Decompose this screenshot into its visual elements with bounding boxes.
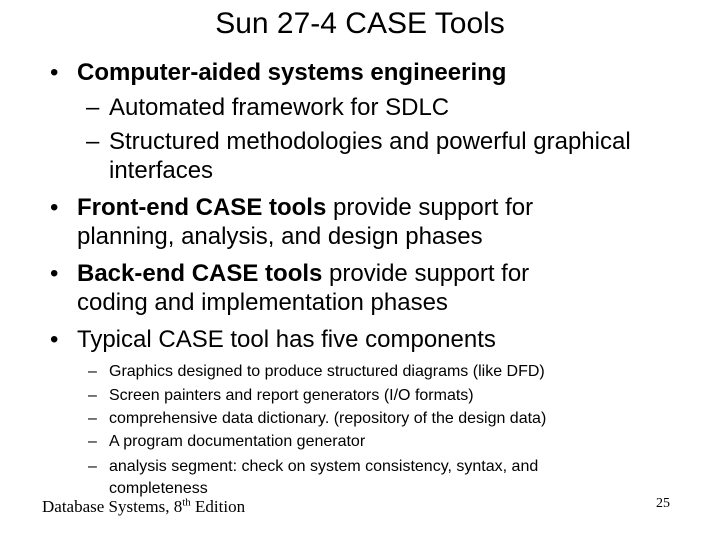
- dash-icon: –: [88, 433, 97, 450]
- footer-caption: [42, 496, 245, 518]
- bullet-icon: •: [50, 194, 59, 221]
- bullet-icon: •: [50, 260, 59, 287]
- footer-superscript: th: [182, 496, 191, 509]
- front-end-line2: planning, analysis, and design phases: [77, 223, 483, 250]
- front-end-term: Front-end CASE tools: [77, 194, 327, 221]
- dash-icon: –: [88, 363, 97, 380]
- dash-icon: –: [88, 410, 97, 427]
- dash-icon: –: [88, 458, 97, 475]
- component-data-dictionary: comprehensive data dictionary. (repository of the design data): [109, 410, 547, 427]
- component-analysis-segment-cont: completeness: [109, 480, 208, 497]
- back-end-rest: provide support for: [322, 260, 530, 287]
- component-analysis-segment: analysis segment: check on system consistency, syntax, and: [109, 458, 539, 475]
- bullet-icon: •: [50, 59, 59, 86]
- sub-structured-methodologies: Structured methodologies and powerful graphical: [109, 128, 631, 155]
- bullet-back-end: [77, 260, 529, 288]
- back-end-line2: coding and implementation phases: [77, 289, 448, 316]
- sub-structured-methodologies-cont: interfaces: [109, 157, 214, 184]
- dash-icon: –: [86, 128, 100, 155]
- footer-text-after: Edition: [190, 497, 246, 516]
- footer-text: Database Systems, 8: [42, 497, 183, 516]
- bullet-typical-case-tool: Typical CASE tool has five components: [77, 326, 496, 353]
- dash-icon: –: [88, 387, 97, 404]
- component-documentation-generator: A program documentation generator: [109, 433, 366, 450]
- bullet-front-end: [77, 194, 533, 222]
- slide-title: Sun 27-4 CASE Tools: [215, 7, 505, 40]
- component-screen-painters: Screen painters and report generators (I/O formats): [109, 387, 474, 404]
- front-end-rest: provide support for: [326, 194, 534, 221]
- dash-icon: –: [86, 94, 100, 121]
- page-number: 25: [656, 496, 670, 511]
- back-end-term: Back-end CASE tools: [77, 260, 323, 287]
- sub-automated-framework: Automated framework for SDLC: [109, 94, 450, 121]
- component-graphics: Graphics designed to produce structured diagrams (like DFD): [109, 363, 545, 380]
- bullet-computer-aided: Computer-aided systems engineering: [77, 59, 507, 86]
- bullet-icon: •: [50, 326, 59, 353]
